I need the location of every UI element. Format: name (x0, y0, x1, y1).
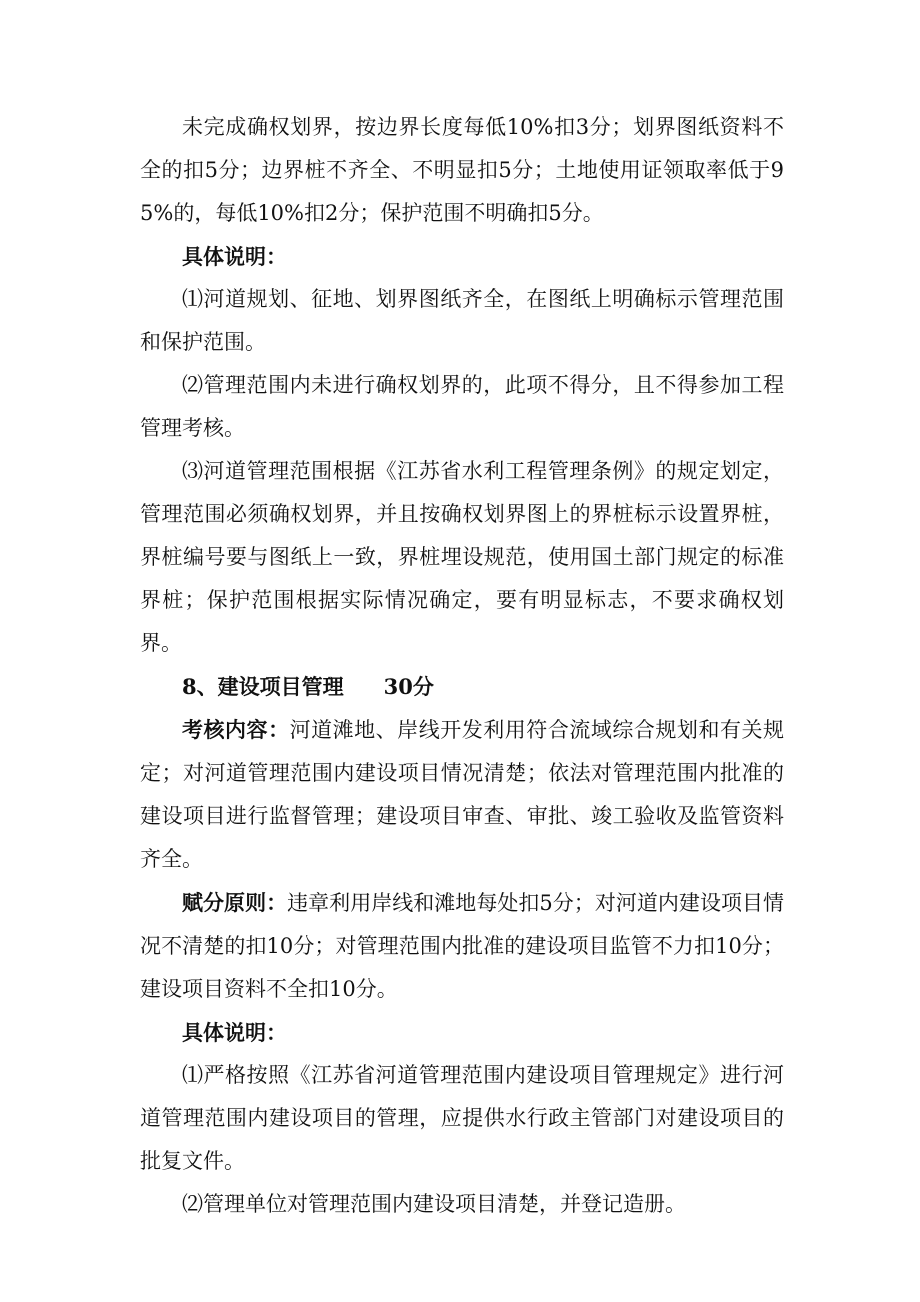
document-body (140, 106, 784, 1226)
assessment-content-text: 河道滩地、岸线开发利用符合流域综合规划和有关规定；对河道管理范围内建设项目情况清楚；依法对管理范围内批准的建设项目进行监督管理；建设项目审查、审批、竣工验收及监管资料齐全。 (140, 718, 784, 871)
section-title: 8、建设项目管理 (182, 674, 344, 699)
paragraph-note-5: ⑵管理单位对管理范围内建设项目清楚，并登记造册。 (182, 1192, 686, 1216)
paragraph-boundary-penalties: 未完成确权划界，按边界长度每低10%扣3分；划界图纸资料不全的扣5分；边界桩不齐全、不明显扣5分；土地使用证领取率低于95%的，每低10%扣2分；保护范围不明确扣5分。 (140, 115, 784, 225)
scoring-principle-text: 违章利用岸线和滩地每处扣5分；对河道内建设项目情况不清楚的扣10分；对管理范围内批准的建设项目监管不力扣10分；建设项目资料不全扣10分。 (140, 891, 785, 1001)
section-heading (140, 665, 784, 708)
heading-specific-notes-2: 具体说明： (182, 1020, 287, 1045)
paragraph-scoring-principle (140, 881, 784, 1011)
paragraph-note-2: ⑵管理范围内未进行确权划界的，此项不得分，且不得参加工程管理考核。 (140, 373, 784, 440)
heading-specific-notes: 具体说明： (182, 244, 287, 269)
paragraph-note-1: ⑴河道规划、征地、划界图纸齐全，在图纸上明确标示管理范围和保护范围。 (140, 287, 784, 354)
assessment-content-label: 考核内容： (182, 717, 290, 742)
paragraph-assessment-content (140, 708, 784, 881)
paragraph-note-4: ⑴严格按照《江苏省河道管理范围内建设项目管理规定》进行河道管理范围内建设项目的管理，应提供水行政主管部门对建设项目的批复文件。 (140, 1063, 784, 1173)
paragraph-note-3: ⑶河道管理范围根据《江苏省水利工程管理条例》的规定划定，管理范围必须确权划界，并且按确权划界图上的界桩标示设置界桩，界桩编号要与图纸上一致，界桩埋设规范，使用国土部门规定的标准界桩；保护范围根据实际情况确定，要有明显标志，不要求确权划界。 (140, 459, 784, 655)
scoring-principle-label: 赋分原则： (182, 890, 288, 915)
section-score: 30分 (383, 674, 434, 699)
